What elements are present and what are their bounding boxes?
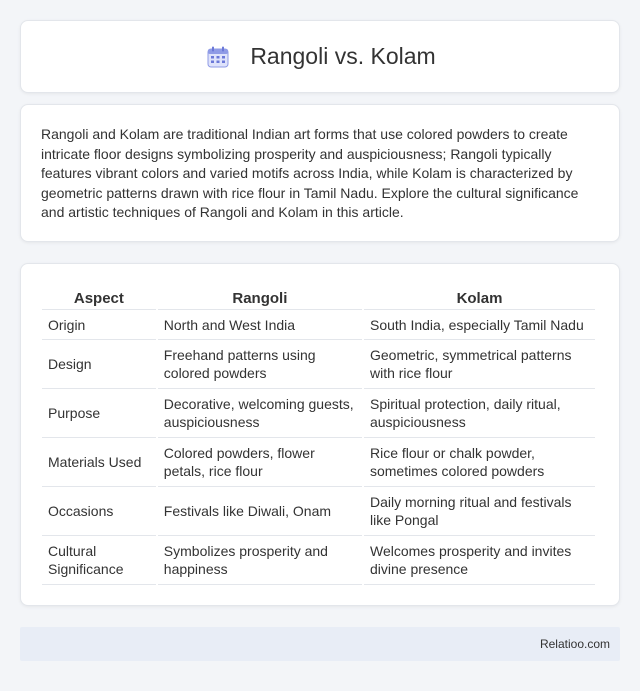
column-header-kolam: Kolam bbox=[364, 284, 595, 310]
column-header-rangoli: Rangoli bbox=[158, 284, 362, 310]
aspect-cell: Origin bbox=[42, 310, 156, 340]
intro-card bbox=[20, 104, 620, 242]
table-header-row bbox=[42, 284, 595, 310]
aspect-cell: Occasions bbox=[42, 487, 156, 536]
aspect-cell: Cultural Significance bbox=[42, 536, 156, 585]
comparison-table bbox=[40, 284, 597, 585]
aspect-cell: Design bbox=[42, 340, 156, 389]
kolam-cell: South India, especially Tamil Nadu bbox=[364, 310, 595, 340]
footer bbox=[20, 627, 620, 661]
table-row bbox=[42, 536, 595, 585]
kolam-cell: Geometric, symmetrical patterns with rice flour bbox=[364, 340, 595, 389]
comparison-card bbox=[20, 263, 620, 606]
kolam-cell: Spiritual protection, daily ritual, auspiciousness bbox=[364, 389, 595, 438]
title-card bbox=[20, 20, 620, 93]
rangoli-cell: Symbolizes prosperity and happiness bbox=[158, 536, 362, 585]
kolam-cell: Rice flour or chalk powder, sometimes colored powders bbox=[364, 438, 595, 487]
calendar-icon bbox=[204, 43, 232, 71]
aspect-cell: Materials Used bbox=[42, 438, 156, 487]
aspect-cell: Purpose bbox=[42, 389, 156, 438]
footer-site-name: Relatioo.com bbox=[539, 637, 610, 651]
table-row bbox=[42, 310, 595, 340]
column-header-aspect: Aspect bbox=[42, 284, 156, 310]
table-row bbox=[42, 340, 595, 389]
rangoli-cell: North and West India bbox=[158, 310, 362, 340]
table-row bbox=[42, 487, 595, 536]
intro-paragraph: Rangoli and Kolam are traditional Indian art forms that use colored powders to create intricate floor designs symbolizing prosperity and auspiciousness; Rangoli typically features vibrant colors and varied motifs across India, while Kolam is characterized by geometric patterns drawn with rice flour in Tamil Nadu. Explore the cultural significance and artistic techniques of Rangoli and Kolam in this article. bbox=[41, 126, 579, 220]
rangoli-cell: Colored powders, flower petals, rice flour bbox=[158, 438, 362, 487]
page-title: Rangoli vs. Kolam bbox=[250, 43, 436, 69]
kolam-cell: Welcomes prosperity and invites divine presence bbox=[364, 536, 595, 585]
rangoli-cell: Festivals like Diwali, Onam bbox=[158, 487, 362, 536]
rangoli-cell: Decorative, welcoming guests, auspiciousness bbox=[158, 389, 362, 438]
table-row bbox=[42, 389, 595, 438]
kolam-cell: Daily morning ritual and festivals like Pongal bbox=[364, 487, 595, 536]
table-row bbox=[42, 438, 595, 487]
rangoli-cell: Freehand patterns using colored powders bbox=[158, 340, 362, 389]
